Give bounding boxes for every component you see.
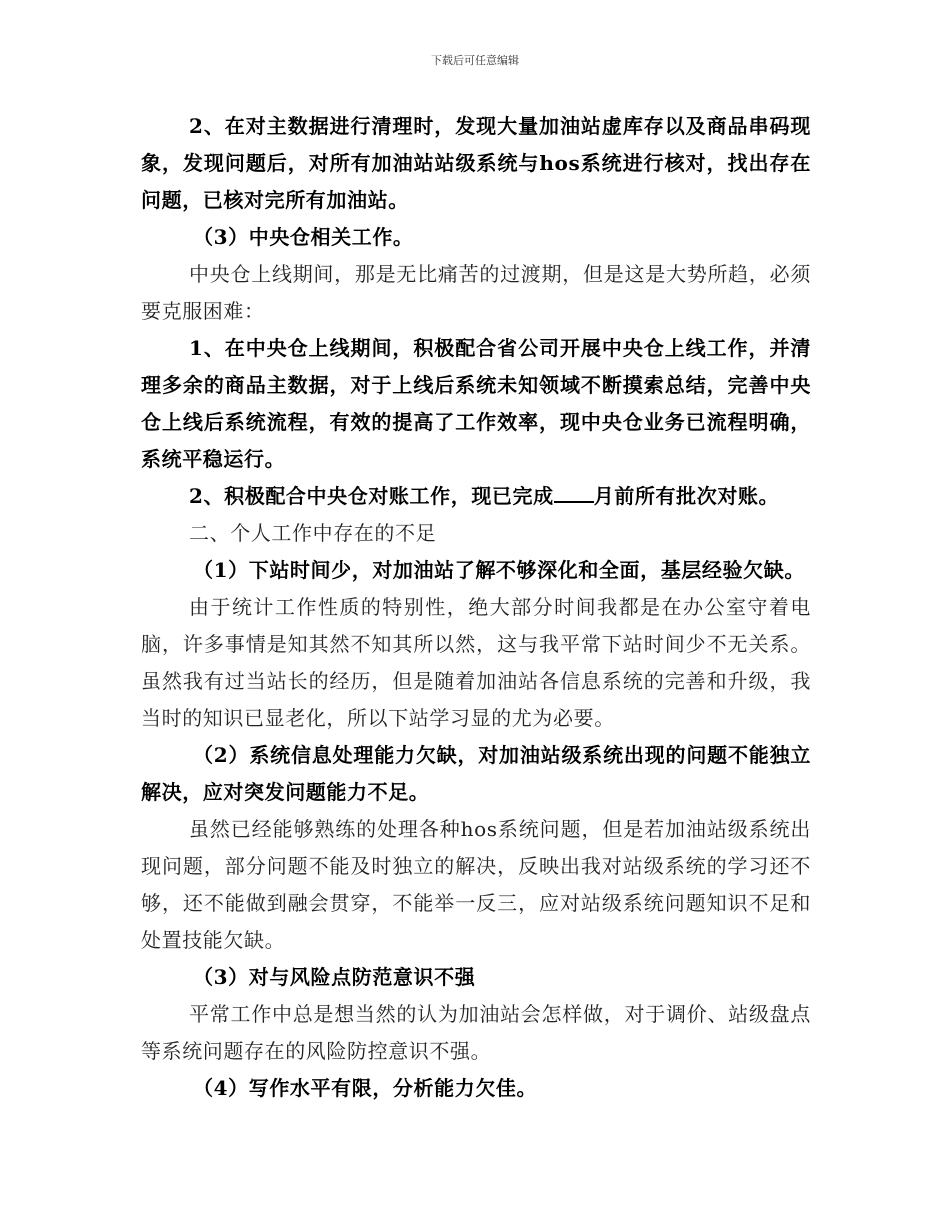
- subheading-writing-ability: （4）写作水平有限，分析能力欠佳。: [193, 1076, 538, 1100]
- subheading-risk-awareness: （3）对与风险点防范意识不强: [193, 965, 476, 989]
- paragraph-central-warehouse-intro: 中央仓上线期间，那是无比痛苦的过渡期，但是这是大势所趋，必须要克服困难：: [141, 262, 811, 323]
- paragraph-master-data-cleanup: 2、在对主数据进行清理时，发现大量加油站虚库存以及商品串码现象，发现问题后，对所有加油站站级系统与hos系统进行核对，找出存在问题，已核对完所有加油站。: [141, 114, 811, 212]
- page-header: 下载后可任意编辑: [431, 54, 519, 67]
- document-body: [141, 108, 811, 1107]
- paragraph-site-visits: 由于统计工作性质的特别性，绝大部分时间我都是在办公室守着电脑，许多事情是知其然不知其所以然，这与我平常下站时间少不无关系。虽然我有过当站长的经历，但是随着加油站各信息系统的完善和升级，我当时的知识已显老化，所以下站学习显的尤为必要。: [141, 595, 811, 730]
- paragraph-central-warehouse-launch: 1、在中央仓上线期间，积极配合省公司开展中央仓上线工作，并清理多余的商品主数据，对于上线后系统未知领域不断摸索总结，完善中央仓上线后系统流程，有效的提高了工作效率，现中央仓业务已流程明确，系统平稳运行。: [141, 336, 811, 471]
- paragraph-reconciliation: [141, 478, 811, 515]
- reconciliation-text-before: 2、积极配合中央仓对账工作，现已完成: [189, 484, 554, 508]
- blank-underline: [554, 483, 594, 503]
- paragraph-risk-awareness: 平常工作中总是想当然的认为加油站会怎样做，对于调价、站级盘点等系统问题存在的风险防控意识不强。: [141, 1002, 811, 1063]
- paragraph-system-handling: 虽然已经能够熟练的处理各种hos系统问题，但是若加油站级系统出现问题，部分问题不能及时独立的解决，反映出我对站级系统的学习还不够，还不能做到融会贯穿，不能举一反三，应对站级系统问题知识不足和处置技能欠缺。: [141, 817, 811, 952]
- reconciliation-text-after: 月前所有批次对账。: [593, 484, 780, 508]
- subheading-site-visits: （1）下站时间少，对加油站了解不够深化和全面，基层经验欠缺。: [193, 558, 805, 582]
- subheading-system-handling: （2）系统信息处理能力欠缺，对加油站级系统出现的问题不能独立解决，应对突发问题能力不足。: [141, 743, 811, 804]
- subheading-central-warehouse: （3）中央仓相关工作。: [193, 225, 414, 249]
- section-heading-shortcomings: 二、个人工作中存在的不足: [189, 521, 437, 545]
